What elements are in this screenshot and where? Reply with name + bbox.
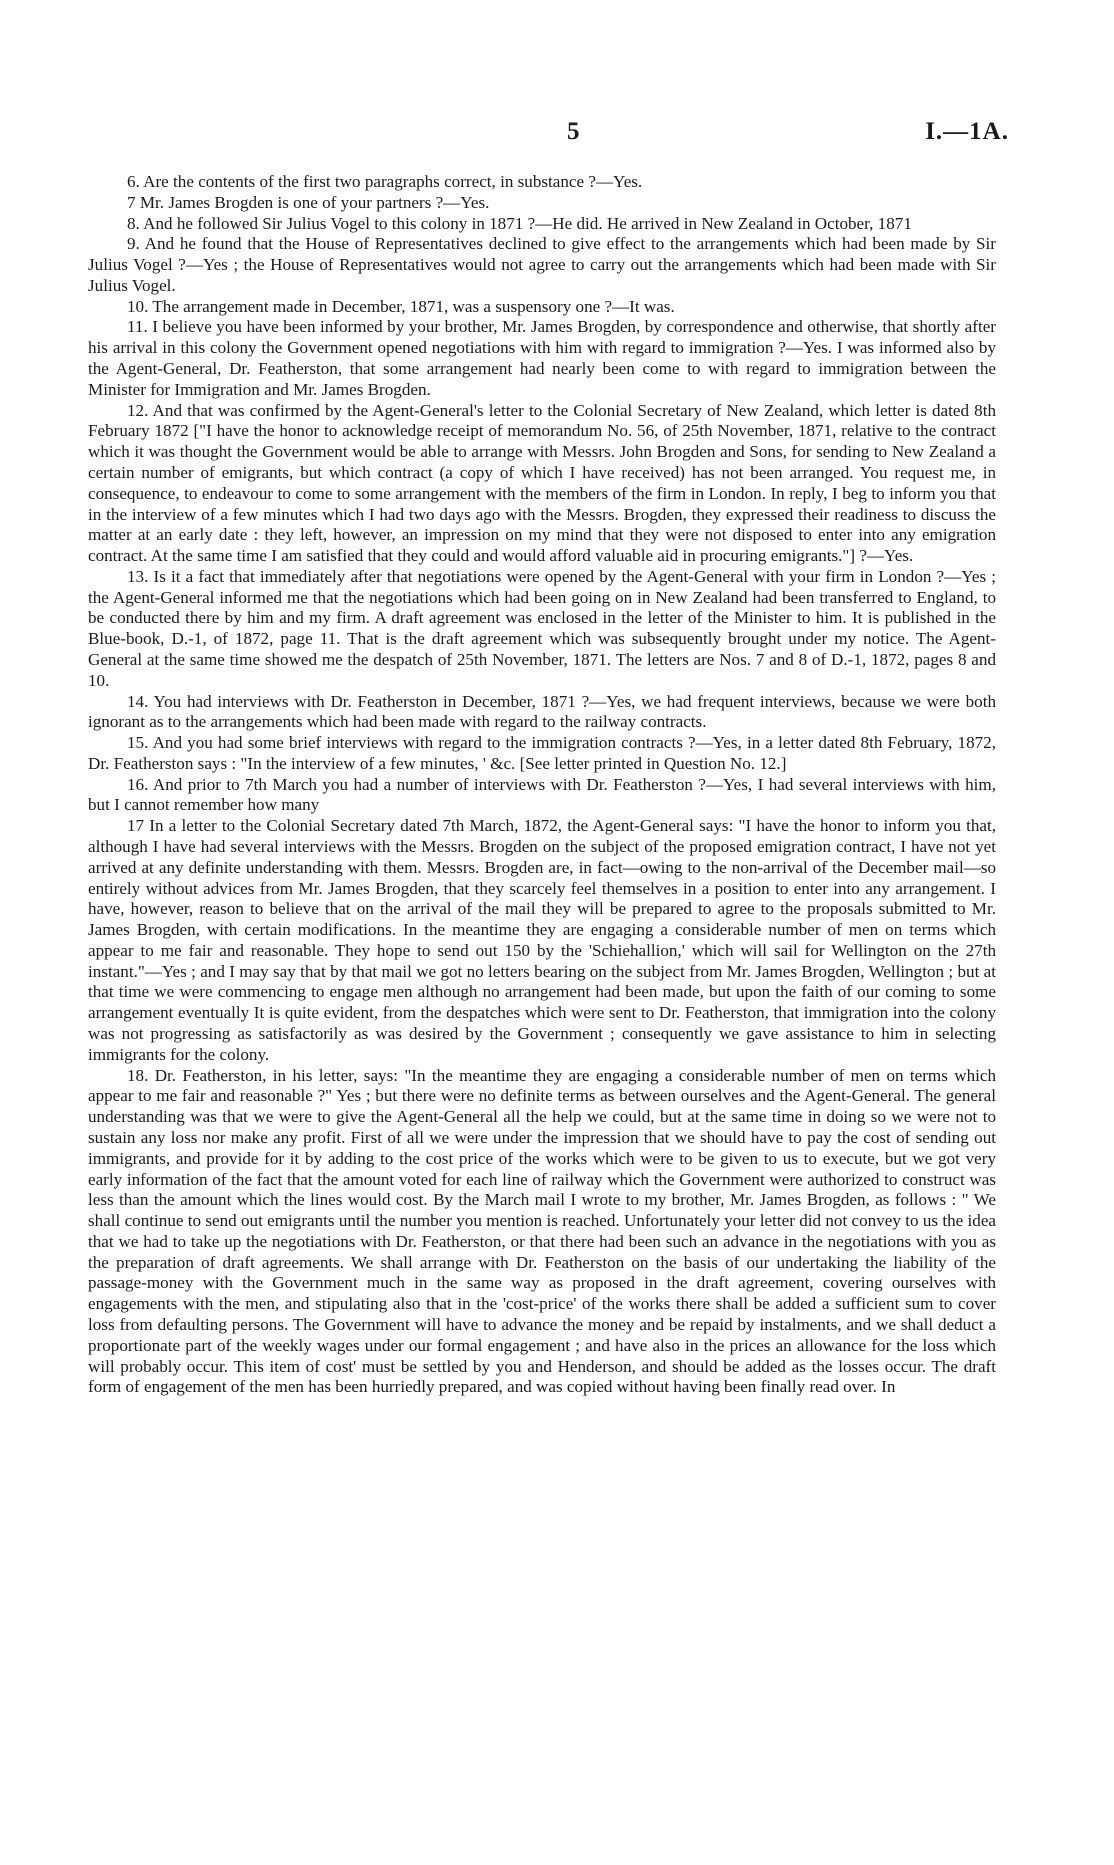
paragraph-q8: 8. And he followed Sir Julius Vogel to this colony in 1871 ?—He did. He arrived in New Zealand in October, 1871	[127, 213, 912, 233]
paragraph-q9: 9. And he found that the House of Representatives declined to give effect to the arrangements which had been made by Sir Julius Vogel ?—Yes ; the House of Representatives would not agree to carry out the arrangements which had been made with Sir Julius Vogel.	[88, 234, 996, 295]
paragraph-q18: 18. Dr. Featherston, in his letter, says: "In the meantime they are engaging a considerable number of men on terms which appear to me fair and reasonable ?" Yes ; but there were no definite terms as between ourselves and the Agent-General. The general understanding was that we were to give the Agent-General all the help we could, but at the same time in doing so we were not to sustain any loss nor make any profit. First of all we were under the impression that we should have to pay the cost of sending out immigrants, and provide for it by adding to the cost price of the works which were to be given to us to execute, but we got very early information of the fact that the amount voted for each line of railway which the Government were authorized to construct was less than the amount which the lines would cost. By the March mail I wrote to my brother, Mr. James Brogden, as follows : " We shall continue to send out emigrants until the number you mention is reached. Unfortunately your letter did not convey to us the idea that we had to take up the negotiations with Dr. Featherston, or that there had been such an advance in the negotiations with you as the preparation of draft agreements. We shall arrange with Dr. Featherston on the basis of our undertaking the liability of the passage-money with the Government much in the same way as proposed in the draft agreement, covering ourselves with engagements with the men, and stipulating also that in the 'cost-price' of the works there shall be added a sufficient sum to cover loss from defaulting persons. The Government will have to advance the money and be repaid by instalments, and we shall deduct a proportionate part of the weekly wages under our formal engagement ; and have also in the prices an allowance for the loss which will probably occur. This item of cost' must be settled by you and Henderson, and should be added as the losses occur. The draft form of engagement of the men has been hurriedly prepared, and was copied without having been finally read over. In	[88, 1065, 996, 1397]
paragraph-q14: 14. You had interviews with Dr. Featherston in December, 1871 ?—Yes, we had frequent interviews, because we were both ignorant as to the arrangements which had been made with regard to the railway contracts.	[88, 691, 996, 732]
body-text	[88, 172, 996, 1398]
paragraph-q10: 10. The arrangement made in December, 1871, was a suspensory one ?—It was.	[127, 296, 675, 316]
paragraph-q13: 13. Is it a fact that immediately after that negotiations were opened by the Agent-General with your firm in London ?—Yes ; the Agent-General informed me that the negotiations which had been going on in New Zealand had been transferred to England, to be conducted there by him and my firm. A draft agreement was enclosed in the letter of the Minister to him. It is published in the Blue-book, D.-1, of 1872, page 11. That is the draft agreement which was subsequently brought under my notice. The Agent-General at the same time showed me the despatch of 25th November, 1871. The letters are Nos. 7 and 8 of D.-1, 1872, pages 8 and 10.	[88, 566, 996, 690]
paragraph-q6: 6. Are the contents of the first two paragraphs correct, in substance ?—Yes.	[127, 172, 643, 191]
document-reference: I.—1A.	[925, 118, 1009, 145]
paragraph-q7: 7 Mr. James Brogden is one of your partners ?—Yes.	[127, 192, 490, 212]
paragraph-q17: 17 In a letter to the Colonial Secretary dated 7th March, 1872, the Agent-General says: "I have the honor to inform you that, although I have had several interviews with the Messrs. Brogden on the subject of the proposed emigration contract, I have not yet arrived at any definite understanding with them. Messrs. Brogden are, in fact—owing to the non-arrival of the December mail—so entirely without advices from Mr. James Brogden, that they scarcely feel themselves in a position to enter into any arrangement. I have, however, reason to believe that on the arrival of the mail they will be prepared to agree to the proposals submitted to Mr. James Brogden, with certain modifications. In the meantime they are engaging a considerable number of men on terms which appear to me fair and reasonable. They hope to send out 150 by the 'Schiehallion,' which will sail for Wellington on the 27th instant."—Yes ; and I may say that by that mail we got no letters bearing on the subject from Mr. James Brogden, Wellington ; but at that time we were commencing to engage men although no arrangement had been made, but upon the faith of our coming to some arrangement eventually It is quite evident, from the despatches which were sent to Dr. Featherston, that immigration into the colony was not progressing as satisfactorily as was desired by the Government ; consequently we gave assistance to him in selecting immigrants for the colony.	[88, 816, 996, 1064]
paragraph-q15: 15. And you had some brief interviews with regard to the immigration contracts ?—Yes, in a letter dated 8th February, 1872, Dr. Featherston says : "In the interview of a few minutes, ' &c. [See letter printed in Question No. 12.]	[88, 733, 996, 773]
paragraph-q12: 12. And that was confirmed by the Agent-General's letter to the Colonial Secretary of New Zealand, which letter is dated 8th February 1872 ["I have the honor to acknowledge receipt of memorandum No. 56, of 25th November, 1871, relative to the contract which it was thought the Government would be able to arrange with Messrs. John Brogden and Sons, for sending to New Zealand a certain number of emigrants, but which contract (a copy of which I have received) has not been arranged. You request me, in consequence, to endeavour to come to some arrangement with the members of the firm in London. In reply, I beg to inform you that in the interview of a few minutes which I had two days ago with the Messrs. Brogden, they expressed their readiness to discuss the matter at an early date : they left, however, an impression on my mind that they were not disposed to enter into any emigration contract. At the same time I am satisfied that they could and would afford valuable aid in procuring emigrants."] ?—Yes.	[88, 400, 996, 566]
paragraph-q16: 16. And prior to 7th March you had a number of interviews with Dr. Featherston ?—Yes, I had several interviews with him, but I cannot remember how many	[88, 774, 996, 815]
page-header	[0, 118, 1114, 158]
paragraph-q11: 11. I believe you have been informed by your brother, Mr. James Brogden, by correspondence and otherwise, that shortly after his arrival in this colony the Government opened negotiations with him with regard to immigration ?—Yes. I was informed also by the Agent-General, Dr. Featherston, that some arrangement had nearly been come to with regard to immigration between the Minister for Immigration and Mr. James Brogden.	[88, 317, 996, 399]
page-number: 5	[567, 118, 580, 145]
